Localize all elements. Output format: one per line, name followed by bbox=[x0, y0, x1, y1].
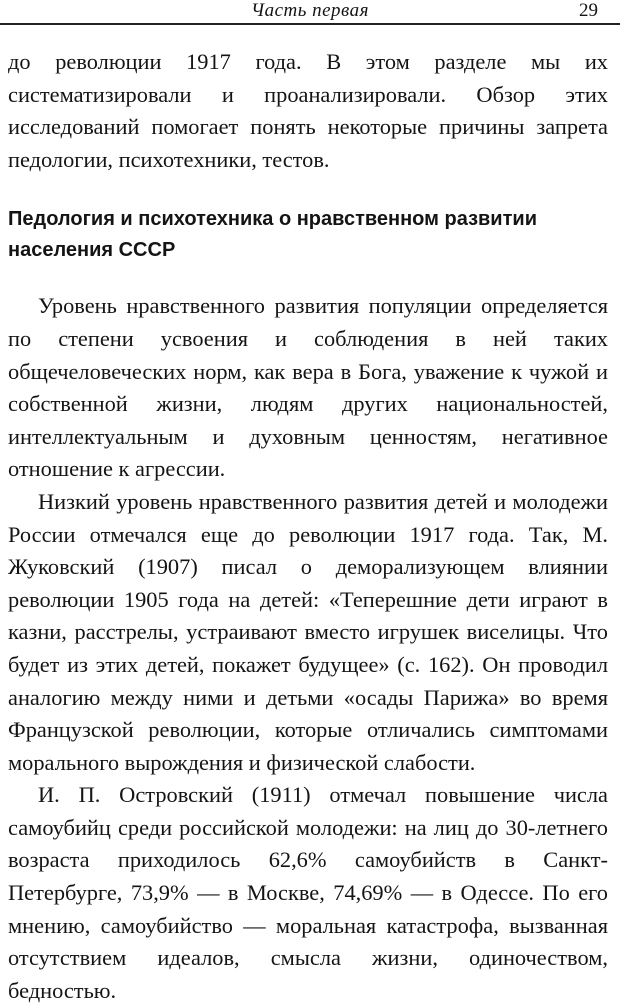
paragraph-moral-level: Уровень нравственного развития популяции определяется по степени усвоения и соблюдения в ней таких общечеловеческих норм, как вера в Бога, уважение к чужой и собственной жизни, людям других национальностей, интеллектуальным и духовным ценностям, негативное отношение к агрессии. bbox=[8, 293, 608, 482]
page-body bbox=[8, 46, 608, 1007]
paragraph-continuation: до революции 1917 года. В этом разделе мы их систематизировали и проанализировали. Обзор этих исследований помогает понять некоторые причины запрета педологии, психотехники, тестов. bbox=[8, 49, 608, 172]
paragraph-ostrovsky: И. П. Островский (1911) отмечал повышение числа самоубийц среди российской молодежи: на лиц до 30-летнего возраста приходилось 62,6% самоубийств в Санкт-Петербурге, 73,9% — в Москве, 74,69% — в Одессе. По его мнению, самоубийство — моральная катастрофа, вызванная отсутствием идеалов, смысла жизни, одиночеством, бедностью. bbox=[8, 782, 608, 1003]
section-heading: Педология и психотехника о нравственном развитии населения СССР bbox=[8, 208, 537, 262]
running-header bbox=[0, 0, 620, 26]
page-number: 29 bbox=[579, 0, 598, 21]
header-rule bbox=[0, 23, 620, 25]
running-header-title: Часть первая bbox=[250, 0, 370, 21]
paragraph-zhukovsky: Низкий уровень нравственного развития детей и молодежи России отмечался еще до революции 1917 года. Так, М. Жуковский (1907) писал о деморализующем влиянии революции 1905 года на детей: «Теперешние дети играют в казни, расстрелы, устраивают вместо игрушек виселицы. Что будет из этих детей, покажет будущее» (с. 162). Он проводил аналогию между ними и детьми «осады Парижа» во время Французской революции, которые отличались симптомами морального вырождения и физической слабости. bbox=[8, 488, 608, 775]
